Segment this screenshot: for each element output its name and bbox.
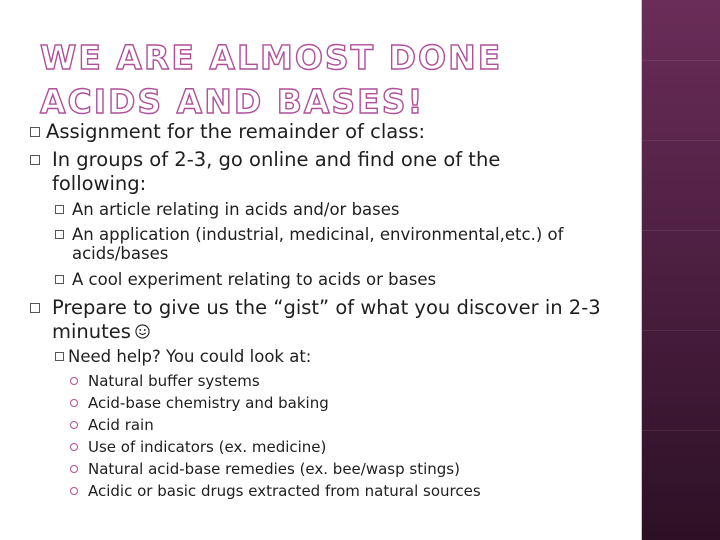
topic-item — [70, 414, 154, 436]
bullet-text: Assignment for the remainder of class: — [46, 120, 426, 143]
square-bullet-icon — [30, 127, 40, 137]
circle-bullet-icon — [70, 399, 78, 407]
sidebar-border — [636, 0, 642, 540]
circle-bullet-icon — [70, 465, 78, 473]
sub-bullet-article — [55, 200, 625, 219]
sub-bullet-text: Need help? You could look at: — [68, 347, 312, 366]
square-bullet-icon — [55, 230, 64, 239]
decorative-sidebar — [641, 0, 720, 540]
bullet-prepare — [30, 296, 630, 344]
topic-item — [70, 370, 260, 392]
slide-title: WE ARE ALMOST DONE ACIDS AND BASES! — [40, 38, 503, 121]
topic-text: Natural acid-base remedies (ex. bee/wasp stings) — [88, 460, 460, 478]
sub-bullet-text: An article relating in acids and/or bases — [72, 200, 400, 219]
topic-item — [70, 458, 460, 480]
circle-bullet-icon — [70, 443, 78, 451]
circle-bullet-icon — [70, 377, 78, 385]
square-bullet-icon — [55, 205, 64, 214]
bullet-text: In groups of 2-3, go online and find one of the following: — [52, 148, 501, 195]
topic-text: Acidic or basic drugs extracted from natural sources — [88, 482, 481, 500]
topic-item — [70, 480, 481, 502]
circle-bullet-icon — [70, 421, 78, 429]
sub-bullet-text: An application (industrial, medicinal, environmental,etc.) of acids/bases — [72, 225, 564, 263]
sub-bullet-experiment — [55, 270, 625, 289]
topic-text: Acid-base chemistry and baking — [88, 394, 329, 412]
square-bullet-icon — [30, 303, 40, 313]
topic-item — [70, 392, 329, 414]
topic-text: Use of indicators (ex. medicine) — [88, 438, 327, 456]
topic-text: Acid rain — [88, 416, 154, 434]
sub-bullet-application — [55, 225, 635, 263]
circle-bullet-icon — [70, 487, 78, 495]
smiley-icon — [135, 324, 150, 339]
sub-bullet-need-help — [55, 347, 311, 366]
bullet-assignment — [30, 120, 425, 144]
topic-item — [70, 436, 326, 458]
sub-bullet-text: A cool experiment relating to acids or bases — [72, 270, 437, 289]
square-bullet-icon — [30, 155, 40, 165]
topic-text: Natural buffer systems — [88, 372, 260, 390]
square-bullet-icon — [55, 275, 64, 284]
bullet-groups — [30, 148, 590, 196]
square-bullet-icon — [55, 352, 64, 361]
bullet-text: Prepare to give us the “gist” of what you discover in 2-3 minutes — [52, 296, 601, 343]
